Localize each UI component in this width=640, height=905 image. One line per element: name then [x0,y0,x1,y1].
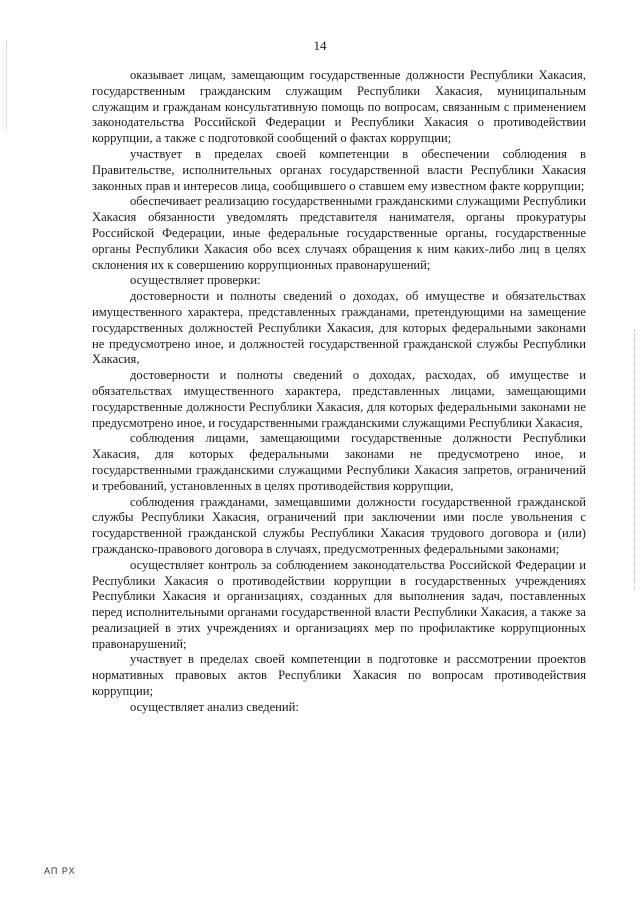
page-number: 14 [313,38,327,53]
scan-edge-mark-right [634,330,636,590]
footer-mark: АП РХ [44,866,76,876]
paragraph: соблюдения лицами, замещающими государственные должности Республики Хакасия, для которых федеральными законами не предусмотрено иное, и государственными гражданскими служащими Республики Хакасия запретов, ограничений и требований, установленных в целях противодействия коррупции, [92,431,586,493]
paragraph: участвует в пределах своей компетенции в подготовке и рассмотрении проектов нормативных правовых актов Республики Хакасия по вопросам противодействия коррупции; [92,652,586,699]
paragraph: участвует в пределах своей компетенции в обеспечении соблюдения в Правительстве, исполнительных органах государственной власти Республики Хакасия законных прав и интересов лица, сообщившего о ставшем ему известном факте коррупции; [92,146,586,193]
paragraph: оказывает лицам, замещающим государственные должности Республики Хакасия, государственным гражданским служащим Республики Хакасия, муниципальным служащим и гражданам консультативную помощь по вопросам, связанным с применением законодательства Российской Федерации и Республики Хакасия о противодействии коррупции, а также с подготовкой сообщений о фактах коррупции; [92,68,586,146]
paragraph: осуществляет проверки: [130,273,261,288]
paragraph: достоверности и полноты сведений о доходах, расходах, об имуществе и обязательствах имущественного характера, представленных лицами, замещающими государственные должности Республики Хакасия, для которых федеральными законами не предусмотрено иное, и государственными гражданскими служащими Республики Хакасия, [92,368,586,430]
paragraph: обеспечивает реализацию государственными гражданскими служащими Республики Хакасия обязанности уведомлять представителя нанимателя, органы прокуратуры Российской Федерации, иные федеральные государственные органы, государственные органы Республики Хакасия обо всех случаях обращения к ним каких-либо лиц в целях склонения их к совершению коррупционных правонарушений; [92,194,586,272]
paragraph: достоверности и полноты сведений о доходах, об имуществе и обязательствах имущественного характера, представленных гражданами, претендующими на замещение государственных должностей Республики Хакасия, для которых федеральными законами не предусмотрено иное, и должностей государственной гражданской службы Республики Хакасия, [92,289,586,367]
document-body [92,68,586,716]
paragraph: осуществляет контроль за соблюдением законодательства Российской Федерации и Республики Хакасия о противодействии коррупции в государственных учреждениях Республики Хакасия и организациях, созданных для выполнения задач, поставленных перед исполнительными органами государственной власти Республики Хакасия, а также за реализацией в этих учреждениях и организациях мер по профилактике коррупционных правонарушений; [92,557,586,651]
paragraph: соблюдения гражданами, замещавшими должности государственной гражданской службы Республики Хакасия, ограничений при заключении ими после увольнения с государственной гражданской службы Республики Хакасия трудового договора и (или) гражданско-правового договора в случаях, предусмотренных федеральными законами; [92,494,586,556]
paragraph: осуществляет анализ сведений: [130,699,299,714]
